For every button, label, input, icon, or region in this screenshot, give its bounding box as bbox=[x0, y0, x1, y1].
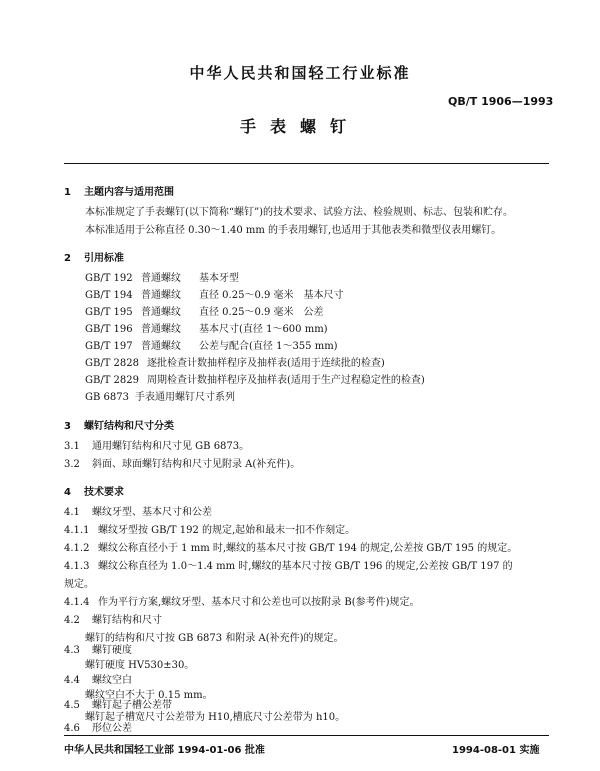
section-3-heading bbox=[64, 417, 174, 432]
clause-4-1 bbox=[64, 507, 212, 519]
reference-desc: 公差与配合(直径 1～355 mm) bbox=[199, 341, 338, 352]
clause-number: 4.1.1 bbox=[64, 525, 90, 536]
section-3-number: 3 bbox=[64, 421, 71, 432]
section-4-title: 技术要求 bbox=[84, 487, 124, 498]
reference-name: 普通螺纹 bbox=[141, 307, 181, 318]
clause-4-2 bbox=[64, 615, 162, 627]
clause-4-6 bbox=[64, 723, 132, 735]
reference-code: GB/T 196 bbox=[85, 324, 133, 335]
clause-4-1-3 bbox=[64, 561, 513, 573]
clause-text: 螺纹公称直径为 1.0～1.4 mm 时,螺纹的基本尺寸按 GB/T 196 的规定,公差按 GB/T 197 的 bbox=[98, 561, 513, 572]
reference-desc: 直径 0.25～0.9 毫米 基本尺寸 bbox=[199, 290, 344, 301]
section-2-number: 2 bbox=[64, 253, 71, 264]
section-3-title: 螺钉结构和尺寸分类 bbox=[84, 421, 174, 432]
clause-4-1-2 bbox=[64, 543, 517, 555]
reference-row bbox=[85, 324, 328, 336]
clause-number: 3.1 bbox=[64, 441, 80, 452]
reference-code: GB/T 192 bbox=[85, 273, 133, 284]
clause-4-4 bbox=[64, 675, 132, 687]
document-title: 手表螺钉 bbox=[239, 117, 360, 136]
clause-text: 形位公差 bbox=[92, 723, 132, 734]
clause-4-1-4 bbox=[64, 597, 420, 609]
section-2-title: 引用标准 bbox=[84, 253, 124, 264]
clause-text: 螺钉硬度 bbox=[92, 645, 132, 656]
clause-number: 4.1.4 bbox=[64, 597, 90, 608]
section-4-heading bbox=[64, 483, 124, 498]
section-1-para-1: 本标准规定了手表螺钉(以下简称“螺钉”)的技术要求、试验方法、检验规则、标志、包装和贮存。 bbox=[85, 207, 514, 218]
header-divider bbox=[64, 163, 549, 164]
clause-number: 4.3 bbox=[64, 645, 80, 656]
clause-4-5-row bbox=[64, 700, 172, 712]
reference-code: GB/T 194 bbox=[85, 290, 133, 301]
clause-4-2-body: 螺钉的结构和尺寸按 GB 6873 和附录 A(补充件)的规定。 bbox=[85, 633, 344, 644]
clause-text: 螺纹空白 bbox=[92, 675, 132, 686]
reference-desc: 周期检查计数抽样程序及抽样表(适用于生产过程稳定性的检查) bbox=[147, 375, 425, 386]
clause-number: 4.2 bbox=[64, 615, 80, 626]
clause-text: 螺钉结构和尺寸 bbox=[92, 615, 162, 626]
clause-number: 4.1.3 bbox=[64, 561, 90, 572]
clause-text: 螺纹牙型按 GB/T 192 的规定,起始和最末一扣不作刻定。 bbox=[98, 525, 356, 536]
clause-3-1 bbox=[64, 441, 249, 453]
reference-row bbox=[85, 341, 338, 353]
clause-number: 4.4 bbox=[64, 675, 80, 686]
clause-text: 螺纹公称直径小于 1 mm 时,螺纹的基本尺寸按 GB/T 194 的规定,公差按 GB/T 195 的规定。 bbox=[98, 543, 518, 554]
reference-row bbox=[85, 375, 425, 387]
section-1-heading bbox=[64, 183, 174, 198]
clause-4-3-body: 螺钉硬度 HV530±30。 bbox=[85, 660, 195, 671]
reference-code: GB 6873 bbox=[85, 392, 129, 403]
clause-text: 斜面、球面螺钉结构和尺寸见附录 A(补充件)。 bbox=[92, 459, 301, 470]
reference-desc: 直径 0.25～0.9 毫米 公差 bbox=[199, 307, 324, 318]
implementation-date: 1994-08-01 实施 bbox=[452, 745, 540, 756]
section-1-para-2: 本标准适用于公称直径 0.30～1.40 mm 的手表用螺钉,也适用于其他表类和微型仪表用螺钉。 bbox=[85, 225, 502, 236]
standard-number: QB/T 1906—1993 bbox=[448, 95, 554, 108]
reference-row bbox=[85, 392, 235, 404]
reference-row bbox=[85, 290, 344, 302]
reference-name: 普通螺纹 bbox=[141, 290, 181, 301]
reference-name: 普通螺纹 bbox=[141, 341, 181, 352]
clause-text: 作为平行方案,螺纹牙型、基本尺寸和公差也可以按附录 B(参考件)规定。 bbox=[98, 597, 420, 608]
reference-code: GB/T 197 bbox=[85, 341, 133, 352]
reference-row bbox=[85, 307, 324, 319]
reference-code: GB/T 2828 bbox=[85, 358, 140, 369]
clause-text: 螺纹牙型、基本尺寸和公差 bbox=[92, 507, 212, 518]
clause-number: 3.2 bbox=[64, 459, 80, 470]
reference-desc: 逐批检查计数抽样程序及抽样表(适用于连续批的检查) bbox=[147, 358, 385, 369]
clause-4-5-body: 螺钉起子槽宽尺寸公差带为 H10,槽底尺寸公差带为 h10。 bbox=[85, 712, 346, 723]
clause-3-2 bbox=[64, 459, 300, 471]
clause-4-4-body: 螺纹空白不大于 0.15 mm。 bbox=[85, 690, 213, 701]
reference-desc: 手表通用螺钉尺寸系列 bbox=[135, 392, 235, 403]
reference-code: GB/T 2829 bbox=[85, 375, 140, 386]
clause-number: 4.1 bbox=[64, 507, 80, 518]
clause-4-1-3-continuation: 规定。 bbox=[64, 579, 94, 590]
reference-desc: 基本尺寸(直径 1～600 mm) bbox=[199, 324, 328, 335]
section-1-title: 主题内容与适用范围 bbox=[84, 187, 174, 198]
clause-number: 4.1.2 bbox=[64, 543, 90, 554]
reference-name: 普通螺纹 bbox=[141, 324, 181, 335]
clause-number: 4.5 bbox=[64, 700, 80, 711]
clause-text: 通用螺钉结构和尺寸见 GB 6873。 bbox=[92, 441, 250, 452]
reference-row bbox=[85, 358, 385, 370]
section-2-heading bbox=[64, 249, 124, 264]
clause-4-3 bbox=[64, 645, 132, 657]
reference-code: GB/T 195 bbox=[85, 307, 133, 318]
clause-number: 4.6 bbox=[64, 723, 80, 734]
reference-desc: 基本牙型 bbox=[199, 273, 239, 284]
clause-text: 螺钉起子槽公差带 bbox=[92, 700, 172, 711]
reference-name: 普通螺纹 bbox=[141, 273, 181, 284]
section-4-number: 4 bbox=[64, 487, 71, 498]
reference-row bbox=[85, 273, 239, 285]
clause-4-1-1 bbox=[64, 525, 355, 537]
issuing-organization: 中华人民共和国轻工行业标准 bbox=[189, 64, 411, 82]
approval-line: 中华人民共和国轻工业部 1994-01-06 批准 bbox=[64, 745, 265, 756]
footer-divider bbox=[64, 735, 549, 736]
section-1-number: 1 bbox=[64, 187, 71, 198]
